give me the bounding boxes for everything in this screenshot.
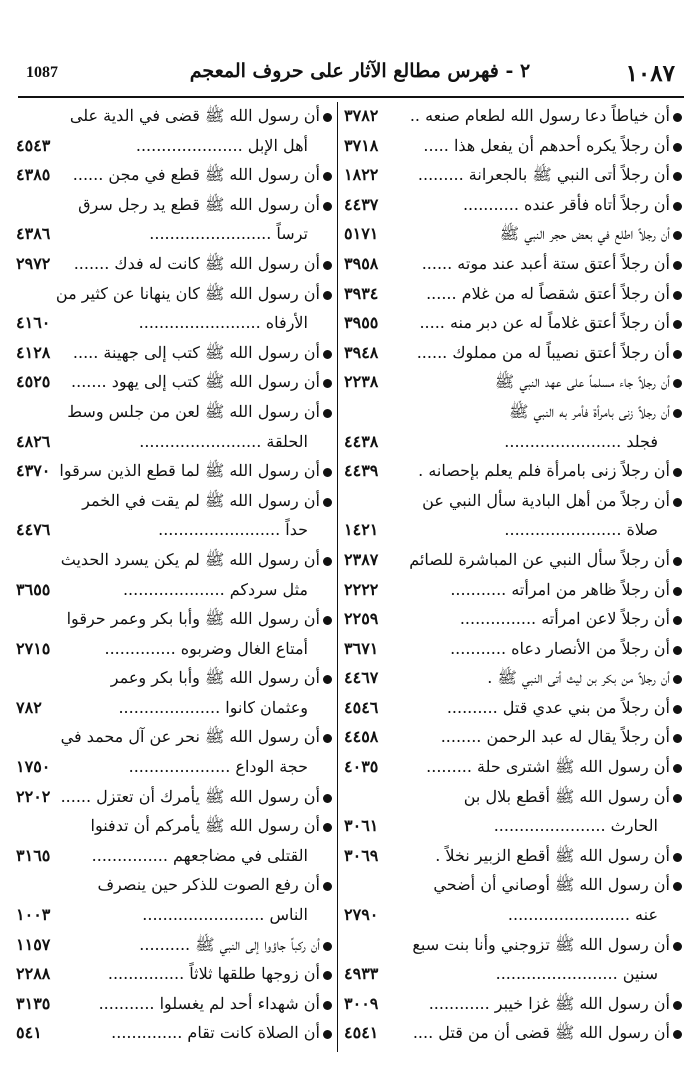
entry-number: ٣٠٠٩ [344, 993, 379, 1013]
bullet-icon [673, 1001, 682, 1010]
bullet-icon [673, 498, 682, 507]
index-entry [344, 193, 682, 223]
entry-text: أن رجلاً أعتق نصيباً له من مملوك ...... [416, 342, 670, 362]
bullet-icon [673, 379, 682, 388]
bullet-icon [673, 409, 682, 418]
index-entry [16, 696, 332, 726]
entry-number: ٣٧٨٢ [344, 106, 379, 125]
index-column-left [16, 104, 332, 1051]
entry-text: الحلقة ........................ [139, 431, 308, 451]
index-entry [344, 370, 682, 400]
bullet-icon [673, 350, 682, 359]
index-entry [344, 637, 682, 667]
entry-text: أن رسول الله ﷺ كان ينهانا عن كثير من [55, 283, 320, 303]
entry-text: أن رسول الله ﷺ لم يكن يسرد الحديث [60, 549, 320, 569]
index-entry [16, 252, 332, 282]
index-entry [344, 341, 682, 371]
bullet-icon [673, 675, 682, 684]
page-header [0, 54, 699, 94]
entry-number: ٤١٢٨ [16, 342, 51, 362]
entry-number: ٧٨٢ [16, 697, 42, 717]
bullet-icon [323, 1030, 332, 1039]
index-entry [16, 578, 332, 608]
index-entry [16, 430, 332, 460]
entry-text: أن رجلاً من بكر بن ليث أتى النبي ﷺ . [487, 668, 670, 688]
entry-number: ١٧٥٠ [16, 757, 51, 777]
index-entry [344, 548, 682, 578]
index-entry [16, 311, 332, 341]
entry-number: ٤٣٨٦ [16, 224, 51, 244]
entry-text: أن زوجها طلقها ثلاثاً ............... [107, 964, 320, 984]
entry-number: ٢٧٩٠ [344, 905, 379, 925]
bullet-icon [323, 882, 332, 891]
index-column-right [344, 104, 682, 1051]
index-entry [16, 193, 332, 223]
bullet-icon [673, 202, 682, 211]
entry-number: ٥١٧١ [344, 224, 379, 244]
index-entry [344, 134, 682, 164]
entry-number: ٣١٦٥ [16, 845, 51, 865]
entry-number: ٤٤٣٨ [344, 431, 379, 451]
entry-number: ٤٤٥٨ [344, 727, 379, 747]
bullet-icon [673, 587, 682, 596]
bullet-icon [673, 616, 682, 625]
page-number-arabic: ١٠٨٧ [625, 60, 675, 87]
entry-text: أن رجلاً زنى بامرأة فلم يعلم بإحصانه . [418, 461, 670, 481]
entry-text: أن رسول الله ﷺ كتب إلى يهود ....... [71, 372, 320, 392]
index-entry [16, 163, 332, 193]
entry-text: أن رسول الله ﷺ أوصاني أن أضحي [433, 875, 670, 895]
entry-text: أن رجلاً من بني عدي قتل .......... [446, 697, 670, 717]
entry-number: ١٨٢٢ [344, 165, 379, 185]
entry-text: أن رسول الله ﷺ وأبا بكر وعمر حرقوا [66, 609, 320, 629]
entry-text: أن رسول الله ﷺ قضى أن من قتل .... [412, 1023, 670, 1043]
index-entry [16, 992, 332, 1022]
entry-number: ٣١٣٥ [16, 993, 51, 1013]
entry-text: أن رجلاً يكره أحدهم أن يفعل هذا ..... [423, 135, 670, 155]
bullet-icon [673, 291, 682, 300]
index-entry [16, 725, 332, 755]
entry-text: أن رسول الله ﷺ غزا خيبر ............ [428, 993, 670, 1013]
entry-text: أن رسول الله ﷺ كانت له فدك ....... [73, 253, 320, 273]
index-entry [16, 666, 332, 696]
index-entry [344, 785, 682, 815]
bullet-icon [323, 291, 332, 300]
index-entry [344, 962, 682, 992]
entry-text: أن رسول الله ﷺ كتب إلى جهينة ..... [72, 342, 320, 362]
index-entry [344, 252, 682, 282]
bullet-icon [323, 616, 332, 625]
page-number-latin: 1087 [26, 64, 58, 81]
entry-text: أن رسول الله ﷺ يأمركم أن تدفنوا [90, 816, 320, 836]
bullet-icon [323, 498, 332, 507]
entry-number: ٢٢٥٩ [344, 609, 379, 629]
entry-text: أن رجلاً جاء مسلماً على عهد النبي ﷺ [494, 372, 670, 392]
entry-number: ٢٢٨٨ [16, 964, 51, 984]
entry-number: ٤٨٢٦ [16, 431, 51, 451]
entry-text: عنه ........................ [507, 905, 658, 925]
entry-text: الأرفاه ........................ [138, 313, 308, 333]
index-entry [16, 962, 332, 992]
bullet-icon [323, 468, 332, 477]
index-entry [16, 844, 332, 874]
index-entry [16, 607, 332, 637]
bullet-icon [673, 646, 682, 655]
entry-number: ٣٩٣٤ [344, 283, 379, 303]
index-entry [16, 222, 332, 252]
index-entry [344, 400, 682, 430]
index-entry [16, 933, 332, 963]
entry-number: ٤٤٣٩ [344, 461, 379, 481]
entry-text: أن الصلاة كانت تقام .............. [111, 1023, 320, 1043]
entry-number: ٤٤٧٦ [16, 520, 51, 540]
bullet-icon [323, 350, 332, 359]
entry-text: سنين ........................ [495, 964, 658, 984]
entry-text: وعثمان كانوا .................... [118, 697, 308, 717]
bullet-icon [323, 675, 332, 684]
index-entry [344, 844, 682, 874]
entry-text: أن شهداء أحد لم يغسلوا ........... [98, 993, 320, 1013]
entry-number: ٤٤٣٧ [344, 194, 379, 214]
entry-text: أن رسول الله ﷺ يأمرك أن تعتزل ...... [60, 786, 320, 806]
entry-number: ٤٣٨٥ [16, 165, 51, 185]
entry-number: ٤٣٧٠ [16, 461, 51, 481]
entry-text: أن ركباً جاؤوا إلى النبي ﷺ .......... [139, 934, 320, 954]
entry-text: أن رجلاً أعتق شقصاً له من غلام ...... [426, 283, 670, 303]
entry-text: مثل سردكم .................... [122, 579, 308, 599]
entry-number: ٣٧١٨ [344, 135, 379, 155]
entry-text: أن رجلاً من أهل البادية سأل النبي عن [422, 490, 670, 510]
bullet-icon [323, 172, 332, 181]
bullet-icon [673, 734, 682, 743]
entry-number: ٢٣٨٧ [344, 549, 379, 569]
running-title: ٢ - فهرس مطالع الآثار على حروف المعجم [189, 60, 531, 82]
index-entry [344, 755, 682, 785]
index-entry [344, 725, 682, 755]
entry-text: أن رسول الله ﷺ اشترى حلة ......... [426, 757, 670, 777]
entry-number: ٢٢٣٨ [344, 372, 379, 392]
entry-number: ٥٤١ [16, 1023, 42, 1043]
bullet-icon [673, 794, 682, 803]
index-entry [16, 548, 332, 578]
entry-text: أن رجلاً لاعن امرأته ............... [459, 609, 670, 629]
bullet-icon [323, 113, 332, 122]
entry-text: أن رجلاً أتاه فأقر عنده ........... [462, 194, 670, 214]
index-entry [16, 400, 332, 430]
entry-number: ٣٦٧١ [344, 638, 379, 658]
bullet-icon [673, 468, 682, 477]
bullet-icon [323, 557, 332, 566]
index-entry [344, 104, 682, 134]
index-entry [16, 341, 332, 371]
entry-number: ٢٢٢٢ [344, 579, 379, 599]
entry-text: أن رجلاً من الأنصار دعاه ........... [450, 638, 670, 658]
entry-number: ٢٢٠٢ [16, 786, 51, 806]
entry-text: أن رسول الله ﷺ لعن من جلس وسط [67, 401, 320, 421]
entry-text: أن رسول الله ﷺ تزوجني وأنا بنت سبع [412, 934, 670, 954]
entry-text: أن رسول الله ﷺ لم يقت في الخمر [82, 490, 320, 510]
bullet-icon [673, 261, 682, 270]
index-entry [344, 518, 682, 548]
index-entry [16, 755, 332, 785]
bullet-icon [673, 764, 682, 773]
bullet-icon [323, 734, 332, 743]
entry-text: القتلى في مضاجعهم ............... [91, 845, 308, 865]
index-entry [16, 134, 332, 164]
index-entry [16, 785, 332, 815]
index-entry [344, 814, 682, 844]
bullet-icon [673, 942, 682, 951]
index-entry [344, 163, 682, 193]
bullet-icon [323, 942, 332, 951]
bullet-icon [323, 202, 332, 211]
entry-text: أن رسول الله ﷺ قطع في مجن ...... [72, 165, 320, 185]
entry-text: أن رسول الله ﷺ وأبا بكر وعمر [110, 668, 320, 688]
index-entry [344, 903, 682, 933]
entry-number: ١٠٠٣ [16, 905, 51, 925]
index-entry [344, 459, 682, 489]
entry-number: ٣٦٥٥ [16, 579, 51, 599]
entry-text: أن رسول الله ﷺ قضى في الدية على [69, 106, 320, 125]
entry-number: ٤١٦٠ [16, 313, 51, 333]
index-entry [16, 1021, 332, 1051]
entry-text: أن رجلاً ظاهر من امرأته ........... [450, 579, 670, 599]
entry-number: ١١٥٧ [16, 934, 51, 954]
index-entry [344, 578, 682, 608]
index-entry [16, 903, 332, 933]
bullet-icon [673, 143, 682, 152]
entry-text: حداً ........................ [158, 520, 308, 540]
entry-text: أن رجلاً اطلع في بعض حجر النبي ﷺ [499, 224, 670, 244]
entry-text: أن رسول الله ﷺ أقطع الزبير نخلاً . [435, 845, 670, 865]
bullet-icon [673, 172, 682, 181]
index-entry [344, 311, 682, 341]
entry-number: ١٤٢١ [344, 520, 379, 540]
index-entry [344, 696, 682, 726]
index-entry [344, 489, 682, 519]
index-entry [344, 873, 682, 903]
index-entry [16, 104, 332, 134]
bullet-icon [673, 113, 682, 122]
index-entry [16, 873, 332, 903]
index-entry [16, 370, 332, 400]
entry-number: ٤٤٦٧ [344, 668, 379, 688]
bullet-icon [673, 231, 682, 240]
bullet-icon [323, 1001, 332, 1010]
entry-text: أن رجلاً أتى النبي ﷺ بالجعرانة ......... [417, 165, 670, 185]
bullet-icon [673, 1030, 682, 1039]
header-rule [18, 96, 684, 98]
index-entry [344, 933, 682, 963]
entry-text: الحارث ...................... [493, 816, 658, 836]
entry-text: ترساً ........................ [149, 224, 308, 244]
entry-text: صلاة ....................... [504, 520, 658, 540]
entry-number: ٤٥٤٦ [344, 697, 379, 717]
bullet-icon [323, 261, 332, 270]
entry-text: أن خياطاً دعا رسول الله لطعام صنعه .. [409, 106, 670, 125]
index-entry [344, 222, 682, 252]
entry-text: فجلد ....................... [504, 431, 658, 451]
bullet-icon [323, 823, 332, 832]
bullet-icon [323, 971, 332, 980]
index-entry [344, 282, 682, 312]
entry-text: أمتاع الغال وضربوه .............. [104, 638, 308, 658]
index-entry [344, 992, 682, 1022]
bullet-icon [673, 882, 682, 891]
index-entry [16, 459, 332, 489]
column-divider [337, 102, 338, 1052]
index-entry [16, 518, 332, 548]
entry-text: أن رجلاً زنى بامرأة فأمر به النبي ﷺ [509, 401, 670, 421]
entry-text: أن رفع الصوت للذكر حين ينصرف [97, 875, 320, 895]
index-entry [16, 282, 332, 312]
entry-number: ٤٠٣٥ [344, 757, 379, 777]
entry-text: أهل الإبل ..................... [135, 135, 308, 155]
entry-text: أن رسول الله ﷺ نحر عن آل محمد في [60, 727, 320, 747]
entry-text: أن رجلاً أعتق ستة أعبد عند موته ...... [421, 253, 670, 273]
entry-number: ٤٥٤١ [344, 1023, 379, 1043]
entry-number: ٣٩٥٨ [344, 253, 379, 273]
bullet-icon [673, 705, 682, 714]
entry-text: أن رسول الله ﷺ أقطع بلال بن [463, 786, 670, 806]
index-entry [16, 637, 332, 667]
entry-text: أن رجلاً يقال له عبد الرحمن ........ [440, 727, 670, 747]
entry-number: ٣٩٥٥ [344, 313, 379, 333]
entry-text: حجة الوداع .................... [128, 757, 308, 777]
index-entry [344, 607, 682, 637]
entry-number: ٤٩٣٣ [344, 964, 379, 984]
bullet-icon [673, 853, 682, 862]
bullet-icon [673, 320, 682, 329]
index-entry [16, 814, 332, 844]
entry-number: ٣٠٦٩ [344, 845, 379, 865]
entry-number: ٣٩٤٨ [344, 342, 379, 362]
entry-number: ٤٥٢٥ [16, 372, 51, 392]
index-entry [16, 489, 332, 519]
bullet-icon [673, 557, 682, 566]
entry-number: ٢٧١٥ [16, 638, 51, 658]
entry-text: أن رسول الله ﷺ لما قطع الذين سرقوا [59, 461, 320, 481]
entry-number: ٣٠٦١ [344, 816, 379, 836]
index-entry [344, 1021, 682, 1051]
bullet-icon [323, 379, 332, 388]
entry-number: ٤٥٤٣ [16, 135, 51, 155]
entry-text: الناس ........................ [142, 905, 308, 925]
entry-number: ٢٩٧٢ [16, 253, 51, 273]
index-entry [344, 666, 682, 696]
bullet-icon [323, 794, 332, 803]
index-entry [344, 430, 682, 460]
entry-text: أن رجلاً سأل النبي عن المباشرة للصائم [409, 549, 670, 569]
entry-text: أن رجلاً أعتق غلاماً له عن دبر منه ..... [419, 313, 670, 333]
bullet-icon [323, 409, 332, 418]
entry-text: أن رسول الله ﷺ قطع يد رجل سرق [78, 194, 320, 214]
